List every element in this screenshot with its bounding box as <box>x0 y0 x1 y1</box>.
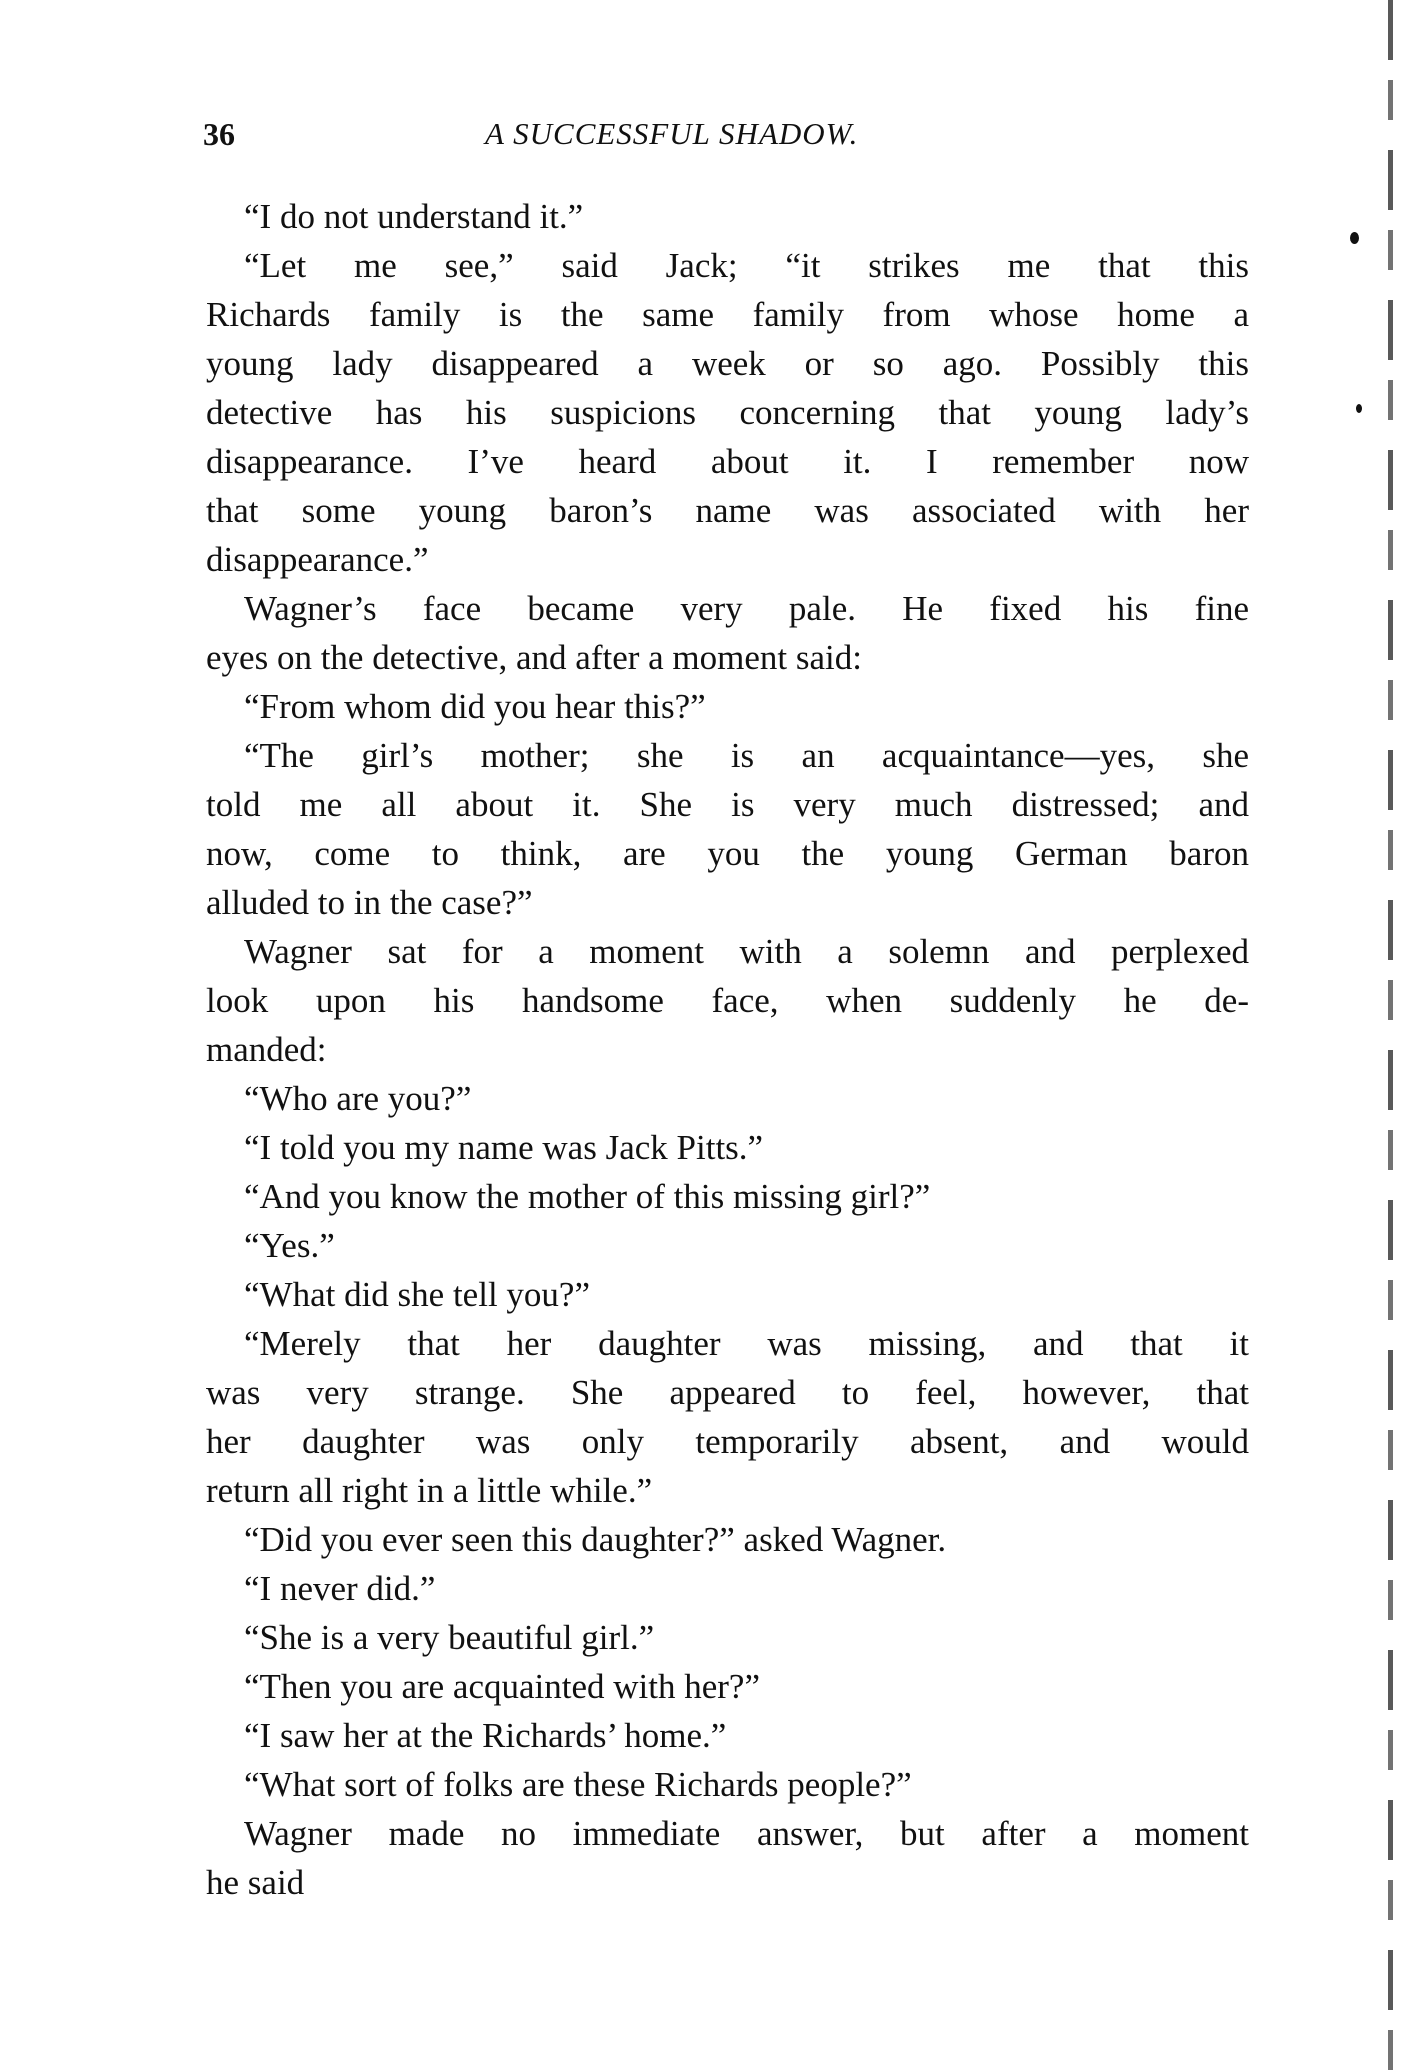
text-line: young lady disappeared a week or so ago. Possibly this <box>206 344 1249 383</box>
text-line: that some young baron’s name was associated with her <box>206 491 1249 530</box>
text-line: “Let me see,” said Jack; “it strikes me that this <box>244 246 1249 285</box>
text-line: told me all about it. She is very much distressed; and <box>206 785 1249 824</box>
text-line: “I saw her at the Richards’ home.” <box>244 1716 727 1755</box>
page-number: 36 <box>203 116 235 152</box>
text-line: “The girl’s mother; she is an acquaintance—yes, she <box>244 736 1249 775</box>
text-line: “Who are you?” <box>244 1079 472 1118</box>
text-line: Wagner sat for a moment with a solemn and perplexed <box>244 932 1249 971</box>
running-title: A SUCCESSFUL SHADOW. <box>485 116 859 151</box>
text-line: “And you know the mother of this missing girl?” <box>244 1177 931 1216</box>
text-line: he said <box>206 1863 305 1902</box>
text-line: eyes on the detective, and after a moment said: <box>206 638 862 677</box>
ink-spot <box>1356 404 1362 413</box>
text-line: “Yes.” <box>244 1226 335 1265</box>
ink-spot <box>1350 232 1359 244</box>
page-edge-shadow <box>1388 0 1393 2070</box>
text-line: Wagner made no immediate answer, but after a moment <box>244 1814 1249 1853</box>
text-line: “I never did.” <box>244 1569 436 1608</box>
text-line: “What sort of folks are these Richards people?” <box>244 1765 912 1804</box>
text-line: “She is a very beautiful girl.” <box>244 1618 655 1657</box>
text-line: “Did you ever seen this daughter?” asked Wagner. <box>244 1520 947 1559</box>
text-line: “What did she tell you?” <box>244 1275 590 1314</box>
text-line: “From whom did you hear this?” <box>244 687 706 726</box>
text-line: “I do not understand it.” <box>244 197 584 236</box>
text-line: “Merely that her daughter was missing, and that it <box>244 1324 1249 1363</box>
page-header <box>203 116 1249 160</box>
text-line: Wagner’s face became very pale. He fixed his fine <box>244 589 1249 628</box>
text-line: detective has his suspicions concerning that young lady’s <box>206 393 1249 432</box>
text-line: “I told you my name was Jack Pitts.” <box>244 1128 764 1167</box>
text-line: her daughter was only temporarily absent, and would <box>206 1422 1249 1461</box>
body-text <box>206 192 1249 1907</box>
text-line: now, come to think, are you the young German baron <box>206 834 1249 873</box>
text-line: was very strange. She appeared to feel, however, that <box>206 1373 1249 1412</box>
text-line: “Then you are acquainted with her?” <box>244 1667 760 1706</box>
text-line: return all right in a little while.” <box>206 1471 653 1510</box>
text-line: manded: <box>206 1030 327 1069</box>
text-line: disappearance. I’ve heard about it. I remember now <box>206 442 1249 481</box>
text-line: Richards family is the same family from whose home a <box>206 295 1249 334</box>
text-line: alluded to in the case?” <box>206 883 533 922</box>
text-line: disappearance.” <box>206 540 429 579</box>
text-line: look upon his handsome face, when suddenly he de- <box>206 981 1249 1020</box>
